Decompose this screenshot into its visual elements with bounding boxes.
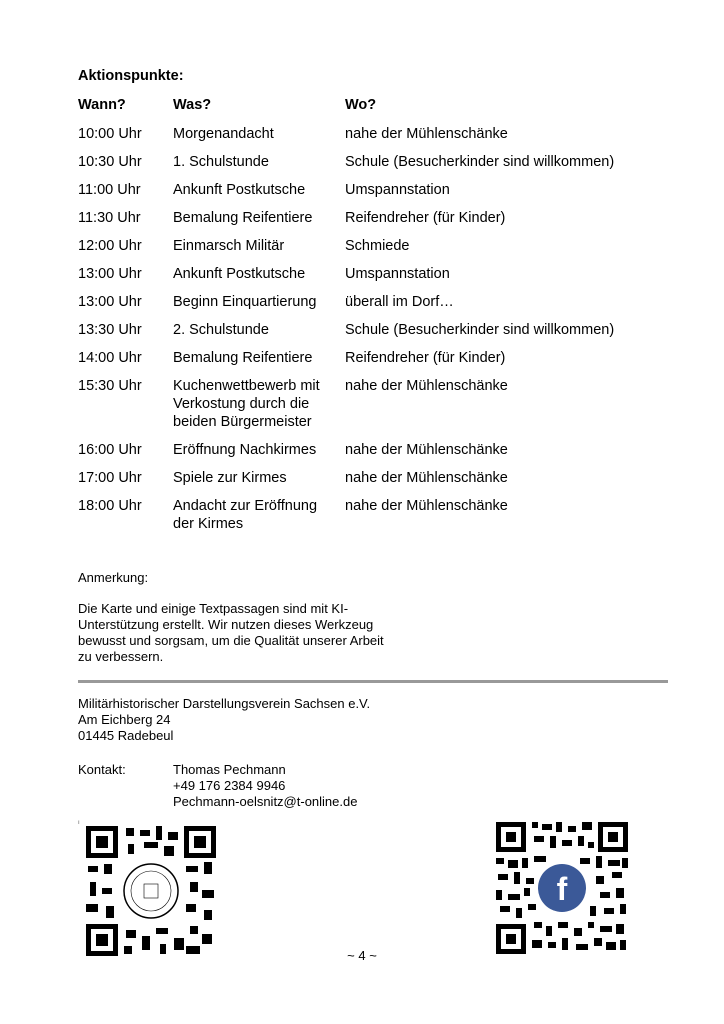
what-cell: Morgenandacht: [173, 126, 274, 142]
qr-code-right[interactable]: [496, 822, 628, 954]
time-cell: 14:00 Uhr: [78, 350, 142, 366]
what-cell: Bemalung Reifentiere: [173, 350, 313, 366]
time-cell: 16:00 Uhr: [78, 442, 142, 458]
time-cell: 18:00 Uhr: [78, 498, 142, 514]
what-cell: 2. Schulstunde: [173, 322, 269, 338]
qr-code-left[interactable]: [86, 826, 216, 956]
col-head-wo: Wo?: [345, 97, 377, 113]
organization-city: 01445 Radebeul: [78, 728, 174, 743]
svg-text:f: f: [556, 871, 568, 907]
time-cell: 11:00 Uhr: [78, 182, 141, 198]
where-cell: nahe der Mühlenschänke: [345, 126, 508, 142]
time-cell: 13:30 Uhr: [78, 322, 142, 338]
where-cell: Schmiede: [345, 238, 410, 254]
contact-block: [173, 762, 357, 810]
time-cell: 17:00 Uhr: [78, 470, 142, 486]
facebook-icon: [538, 864, 586, 912]
contact-name: Thomas Pechmann: [173, 762, 286, 777]
col-head-wann: Wann?: [78, 97, 126, 113]
time-cell: 12:00 Uhr: [78, 238, 142, 254]
what-cell: Bemalung Reifentiere: [173, 210, 313, 226]
where-cell: nahe der Mühlenschänke: [345, 498, 508, 514]
where-cell: Reifendreher (für Kinder): [345, 210, 506, 226]
what-cell: Eröffnung Nachkirmes: [173, 442, 317, 458]
note-label: Anmerkung:: [78, 570, 149, 585]
tiny-mark: ı: [78, 820, 80, 826]
where-cell: Umspannstation: [345, 266, 450, 282]
time-cell: 10:30 Uhr: [78, 154, 142, 170]
where-cell: nahe der Mühlenschänke: [345, 470, 508, 486]
time-cell: 15:30 Uhr: [78, 378, 142, 394]
organization-street: Am Eichberg 24: [78, 712, 171, 727]
where-cell: Umspannstation: [345, 182, 450, 198]
time-cell: 11:30 Uhr: [78, 210, 141, 226]
organization-name: Militärhistorischer Darstellungsverein Sachsen e.V.: [78, 696, 371, 711]
what-cell: Beginn Einquartierung: [173, 294, 317, 310]
where-cell: Schule (Besucherkinder sind willkommen): [345, 154, 615, 170]
what-cell: Andacht zur Eröffnung der Kirmes: [173, 498, 318, 532]
where-cell: überall im Dorf…: [345, 294, 454, 310]
where-cell: nahe der Mühlenschänke: [345, 378, 508, 394]
contact-phone: +49 176 2384 9946: [173, 778, 286, 793]
contact-email[interactable]: Pechmann-oelsnitz@t-online.de: [173, 794, 358, 809]
section-title: Aktionspunkte:: [78, 68, 184, 84]
where-cell: nahe der Mühlenschänke: [345, 442, 508, 458]
col-head-was: Was?: [173, 97, 212, 113]
organization-address: [78, 696, 370, 744]
what-cell: 1. Schulstunde: [173, 154, 269, 170]
what-cell: Spiele zur Kirmes: [173, 470, 287, 486]
time-cell: 13:00 Uhr: [78, 266, 142, 282]
page-number: ~ 4 ~: [347, 948, 377, 963]
where-cell: Schule (Besucherkinder sind willkommen): [345, 322, 615, 338]
seal-logo-icon: [124, 864, 178, 918]
divider: [78, 680, 668, 683]
what-cell: Ankunft Postkutsche: [173, 182, 306, 198]
contact-label: Kontakt:: [78, 762, 126, 777]
what-cell: Kuchenwettbewerb mit Verkostung durch die beiden Bürgermeister: [173, 378, 320, 430]
note-text: Die Karte und einige Textpassagen sind mit KI-Unterstützung erstellt. Wir nutzen dieses Werkzeug bewusst und sorgsam, um die Qualität unserer Arbeit zu verbessern.: [78, 601, 384, 664]
time-cell: 13:00 Uhr: [78, 294, 142, 310]
what-cell: Ankunft Postkutsche: [173, 266, 306, 282]
what-cell: Einmarsch Militär: [173, 238, 285, 254]
where-cell: Reifendreher (für Kinder): [345, 350, 506, 366]
time-cell: 10:00 Uhr: [78, 126, 142, 142]
